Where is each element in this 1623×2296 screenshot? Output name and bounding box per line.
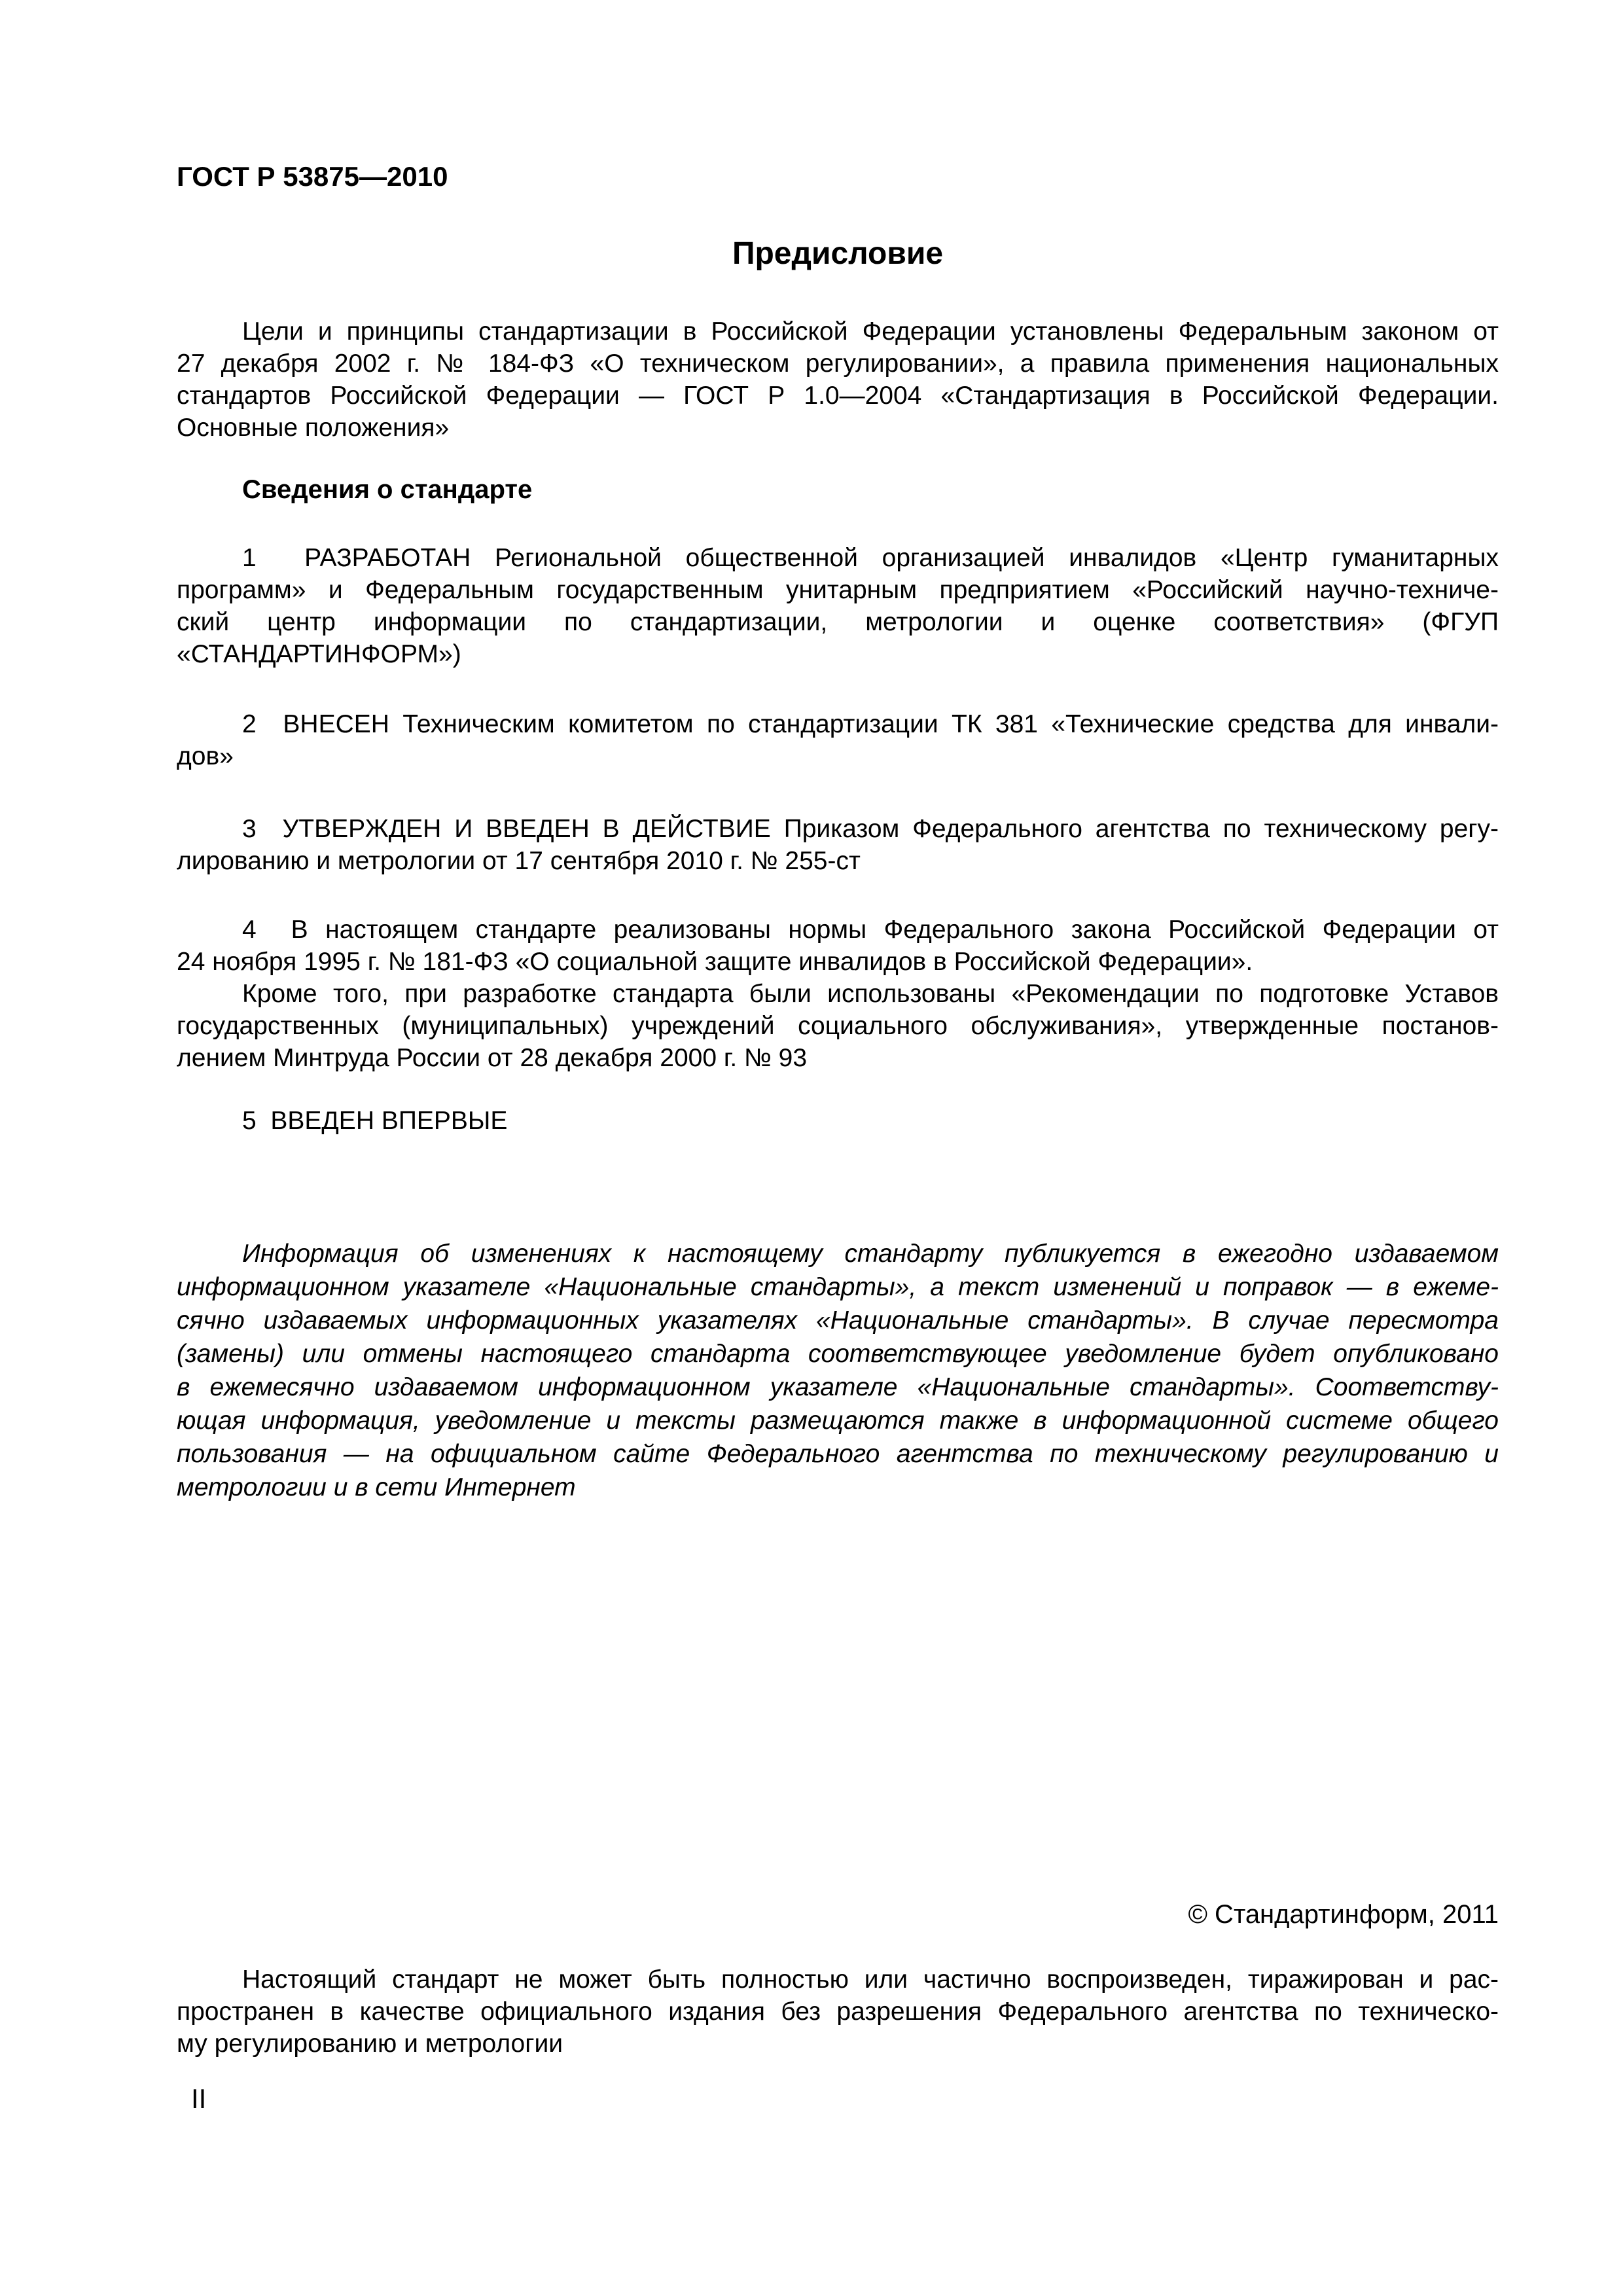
reproduction-restriction: Настоящий стандарт не может быть полностью или частично воспроизведен, тиражирован и рас- пространен в качестве официального издания без разрешения Федерального агентства по техническо- му регулированию и метрологии xyxy=(177,1965,1499,2058)
standard-info-heading: Сведения о стандарте xyxy=(242,475,533,504)
standard-number: ГОСТ Р 53875—2010 xyxy=(177,161,448,192)
changes-notice: Информация об изменениях к настоящему стандарту публикуется в ежегодно издаваемом информационном указателе «Национальные стандарты», а текст изменений и поправок — в ежеме- сячно издаваемых информационных указателях «Национальные стандарты». В случае пересмотра (замены) или отмены настоящего стандарта соответствующее уведомление будет опубликовано в ежемесячно издаваемом информационном указателе «Национальные стандарты». Соответству- ющая информация, уведомление и тексты размещаются также в информационной системе общего пользования — на официальном сайте Федерального агентства по техническому регулированию и метрологии и в сети Интернет xyxy=(177,1240,1499,1501)
item-4-norms: 4 В настоящем стандарте реализованы нормы Федерального закона Российской Федерации от 24 ноября 1995 г. № 181-ФЗ «О социальной защите инвалидов в Российской Федерации». xyxy=(177,916,1499,976)
page-number: II xyxy=(191,2083,207,2114)
item-3-approved: 3 УТВЕРЖДЕН И ВВЕДЕН В ДЕЙСТВИЕ Приказом Федерального агентства по техническому регу- лированию и метрологии от 17 сентября 2010 г. № 255-ст xyxy=(177,815,1499,875)
item-5-first-edition: 5 ВВЕДЕН ВПЕРВЫЕ xyxy=(242,1107,508,1135)
intro-paragraph: Цели и принципы стандартизации в Российской Федерации установлены Федеральным законом от 27 декабря 2002 г. № 184-ФЗ «О техническом регулировании», а правила применения национальных стандартов Российской Федерации — ГОСТ Р 1.0—2004 «Стандартизация в Российской Федерации. Основные положения» xyxy=(177,317,1499,442)
copyright-line: © Стандартинформ, 2011 xyxy=(1188,1900,1499,1929)
item-2-submitted: 2 ВНЕСЕН Техническим комитетом по стандартизации ТК 381 «Технические средства для инвали- дов» xyxy=(177,710,1499,770)
page-title: Предисловие xyxy=(732,236,944,271)
item-1-developed: 1 РАЗРАБОТАН Региональной общественной организацией инвалидов «Центр гуманитарных программ» и Федеральным государственным унитарным предприятием «Российский научно-техниче- ский центр информации по стандартизации, метрологии и оценке соответствия» (ФГУП «СТАНДАРТИНФОРМ») xyxy=(177,544,1499,668)
item-4-note: Кроме того, при разработке стандарта были использованы «Рекомендации по подготовке Уставов государственных (муниципальных) учреждений социального обслуживания», утвержденные постанов- лением Минтруда России от 28 декабря 2000 г. № 93 xyxy=(177,980,1499,1072)
